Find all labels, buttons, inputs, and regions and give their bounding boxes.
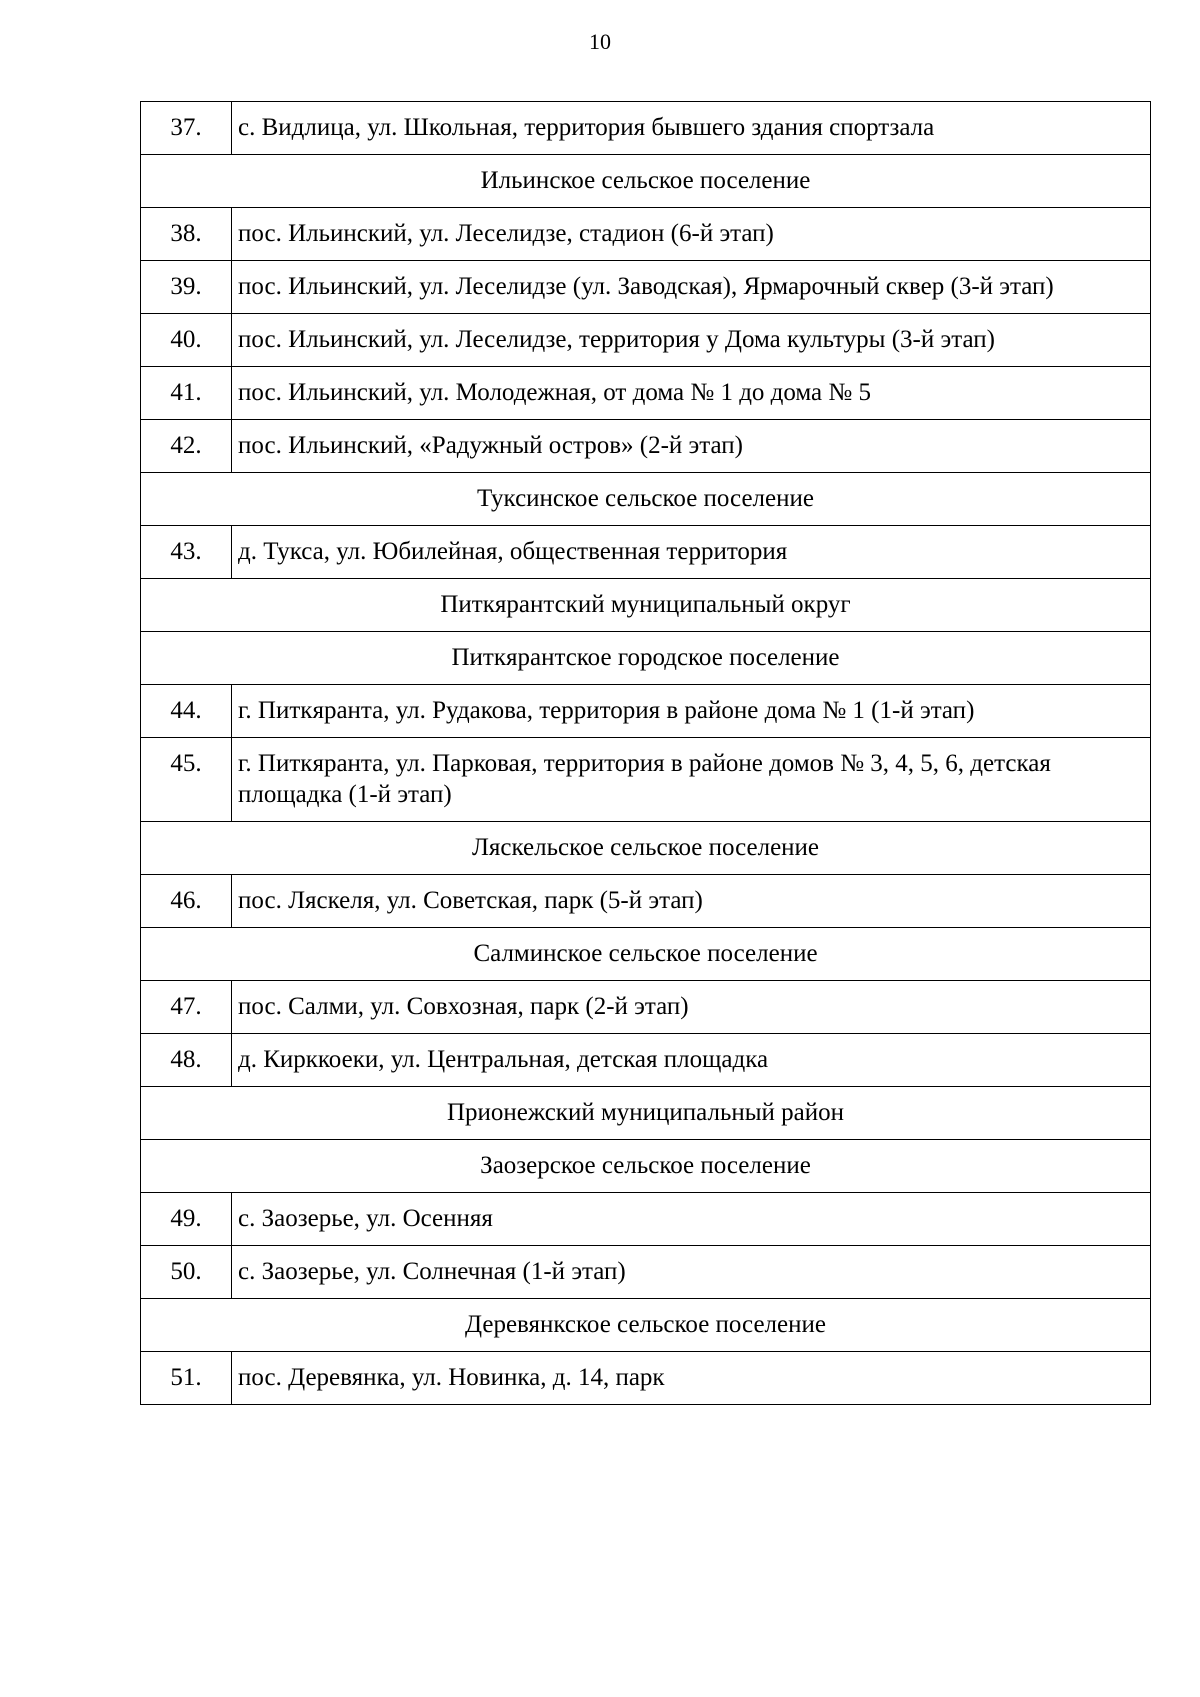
section-header-row bbox=[141, 155, 1151, 208]
row-description: пос. Ильинский, ул. Леселидзе, стадион (6-й этап) bbox=[232, 208, 1151, 261]
section-title: Туксинское сельское поселение bbox=[141, 473, 1151, 526]
row-number: 50. bbox=[141, 1246, 232, 1299]
row-number: 43. bbox=[141, 526, 232, 579]
row-number: 47. bbox=[141, 981, 232, 1034]
row-description: пос. Ильинский, ул. Леселидзе (ул. Заводская), Ярмарочный сквер (3-й этап) bbox=[232, 261, 1151, 314]
row-number: 44. bbox=[141, 685, 232, 738]
section-title: Салминское сельское поселение bbox=[141, 928, 1151, 981]
row-description: пос. Ильинский, «Радужный остров» (2-й этап) bbox=[232, 420, 1151, 473]
section-title: Деревянкское сельское поселение bbox=[141, 1299, 1151, 1352]
section-title: Питкярантский муниципальный округ bbox=[141, 579, 1151, 632]
row-number: 41. bbox=[141, 367, 232, 420]
table-row bbox=[141, 738, 1151, 822]
row-description: с. Видлица, ул. Школьная, территория бывшего здания спортзала bbox=[232, 102, 1151, 155]
objects-table bbox=[140, 101, 1151, 1405]
row-number: 48. bbox=[141, 1034, 232, 1087]
table-row bbox=[141, 314, 1151, 367]
table-row bbox=[141, 1193, 1151, 1246]
row-number: 51. bbox=[141, 1352, 232, 1405]
row-description: пос. Салми, ул. Совхозная, парк (2-й этап) bbox=[232, 981, 1151, 1034]
page-number: 10 bbox=[589, 29, 611, 54]
table-row bbox=[141, 261, 1151, 314]
section-header-row bbox=[141, 632, 1151, 685]
row-description: д. Кирккоеки, ул. Центральная, детская площадка bbox=[232, 1034, 1151, 1087]
row-description: пос. Ильинский, ул. Леселидзе, территория у Дома культуры (3-й этап) bbox=[232, 314, 1151, 367]
row-description: пос. Ляскеля, ул. Советская, парк (5-й этап) bbox=[232, 875, 1151, 928]
row-number: 45. bbox=[141, 738, 232, 822]
section-title: Питкярантское городское поселение bbox=[141, 632, 1151, 685]
row-description: пос. Ильинский, ул. Молодежная, от дома № 1 до дома № 5 bbox=[232, 367, 1151, 420]
row-number: 42. bbox=[141, 420, 232, 473]
row-number: 46. bbox=[141, 875, 232, 928]
row-description: с. Заозерье, ул. Солнечная (1-й этап) bbox=[232, 1246, 1151, 1299]
section-header-row bbox=[141, 579, 1151, 632]
table-row bbox=[141, 208, 1151, 261]
row-description: пос. Деревянка, ул. Новинка, д. 14, парк bbox=[232, 1352, 1151, 1405]
section-title: Прионежский муниципальный район bbox=[141, 1087, 1151, 1140]
section-title: Ильинское сельское поселение bbox=[141, 155, 1151, 208]
table-row bbox=[141, 367, 1151, 420]
section-header-row bbox=[141, 1140, 1151, 1193]
table-row bbox=[141, 526, 1151, 579]
section-title: Ляскельское сельское поселение bbox=[141, 822, 1151, 875]
table-body bbox=[141, 102, 1151, 1405]
row-number: 40. bbox=[141, 314, 232, 367]
row-description: с. Заозерье, ул. Осенняя bbox=[232, 1193, 1151, 1246]
table-row bbox=[141, 420, 1151, 473]
table-row bbox=[141, 102, 1151, 155]
row-description: д. Тукса, ул. Юбилейная, общественная территория bbox=[232, 526, 1151, 579]
table-row bbox=[141, 875, 1151, 928]
row-description: г. Питкяранта, ул. Рудакова, территория в районе дома № 1 (1-й этап) bbox=[232, 685, 1151, 738]
section-header-row bbox=[141, 473, 1151, 526]
table-row bbox=[141, 1034, 1151, 1087]
row-description: г. Питкяранта, ул. Парковая, территория в районе домов № 3, 4, 5, 6, детская площадка (1-й этап) bbox=[232, 738, 1151, 822]
section-header-row bbox=[141, 1299, 1151, 1352]
table-row bbox=[141, 685, 1151, 738]
row-number: 37. bbox=[141, 102, 232, 155]
section-header-row bbox=[141, 822, 1151, 875]
row-number: 38. bbox=[141, 208, 232, 261]
section-title: Заозерское сельское поселение bbox=[141, 1140, 1151, 1193]
table-row bbox=[141, 981, 1151, 1034]
row-number: 39. bbox=[141, 261, 232, 314]
table-row bbox=[141, 1352, 1151, 1405]
section-header-row bbox=[141, 1087, 1151, 1140]
row-number: 49. bbox=[141, 1193, 232, 1246]
section-header-row bbox=[141, 928, 1151, 981]
table-row bbox=[141, 1246, 1151, 1299]
